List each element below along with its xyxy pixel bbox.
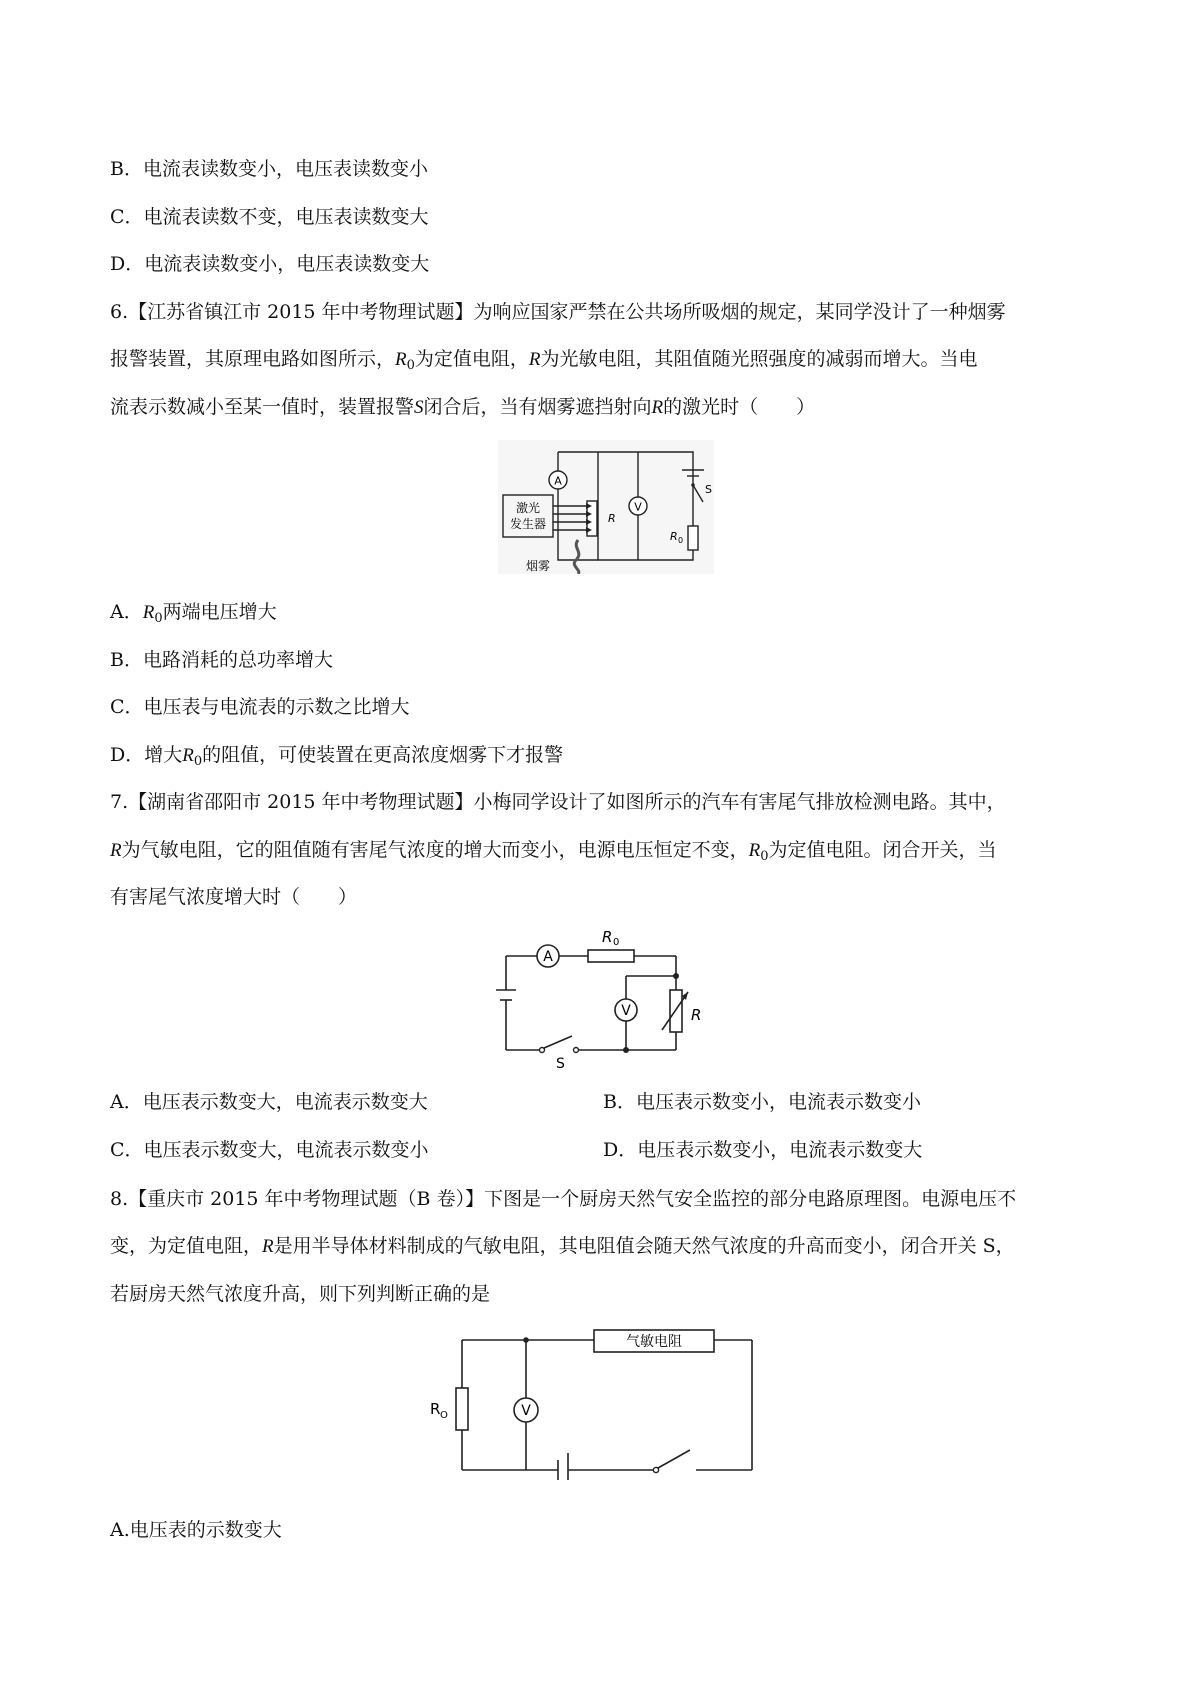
q8-stem-line2: 变，为定值电阻，R是用半导体材料制成的气敏电阻，其电阻值会随天然气浓度的升高而变小，闭合开关 S， [110,1235,1015,1257]
svg-text:R: R [430,1400,441,1418]
svg-text:V: V [521,1403,531,1419]
q7-option-d: D．电压表示数变小，电流表示数变大 [603,1139,923,1161]
svg-text:烟雾: 烟雾 [525,559,551,573]
q6-circuit-figure [498,440,714,574]
q5-option-b: B．电流表读数变小，电压表读数变小 [110,158,428,180]
q7-option-c: C．电压表示数变大，电流表示数变小 [110,1139,429,1161]
q5-option-c: C．电流表读数不变，电压表读数变大 [110,206,429,228]
q8-stem-line3: 若厨房天然气浓度升高，则下列判断正确的是 [110,1283,491,1305]
q8-option-a: A.电压表的示数变大 [110,1519,282,1541]
svg-text:0: 0 [613,937,620,948]
q7-stem-line2: R为气敏电阻，它的阻值随有害尾气浓度的增大而变小，电源电压恒定不变，$R_0$为定值电阻。闭合开关，当 [110,839,997,864]
q6-option-b: B．电路消耗的总功率增大 [110,649,333,671]
svg-text:发生器: 发生器 [509,517,547,531]
q6-stem-line1: 6.【江苏省镇江市 2015 年中考物理试题】为响应国家严禁在公共场所吸烟的规定，某同学没计了一种烟雾 [110,301,1006,323]
q6-option-d: D．增大$R_0$的阻值，可使装置在更高浓度烟雾下才报警 [110,744,564,769]
svg-text:S: S [556,1056,565,1070]
q6-option-c: C．电压表与电流表的示数之比增大 [110,696,410,718]
q6-stem-line2: 报警装置，其原理电路如图所示，$R_0$为定值电阻，R为光敏电阻，其阻值随光照强度的减弱而增大。当电 [110,348,978,373]
svg-text:A: A [554,474,562,488]
svg-text:气敏电阻: 气敏电阻 [626,1334,682,1350]
svg-text:V: V [634,500,642,514]
svg-text:R: R [691,1006,702,1024]
q7-stem-line1: 7.【湖南省邵阳市 2015 年中考物理试题】小梅同学设计了如图所示的汽车有害尾气排放检测电路。其中， [110,791,1006,813]
q7-stem-line3: 有害尾气浓度增大时（ ） [110,886,358,908]
q5-option-d: D．电流表读数变小，电压表读数变大 [110,253,430,275]
q6-stem-line3: 流表示数减小至某一值时，装置报警S闭合后，当有烟雾遮挡射向R的激光时（ ） [110,396,816,418]
svg-text:0: 0 [678,536,684,545]
svg-text:R: R [670,530,678,543]
q7-option-b: B．电压表示数变小，电流表示数变小 [603,1091,921,1113]
q8-circuit-figure [428,1320,763,1480]
svg-text:V: V [621,1003,631,1019]
q6-option-a: A．$R_0$两端电压增大 [110,601,277,626]
q7-circuit-figure [488,920,718,1070]
svg-text:S: S [705,483,712,496]
svg-text:R: R [608,512,616,525]
q8-stem-line1: 8.【重庆市 2015 年中考物理试题（B 卷）】下图是一个厨房天然气安全监控的部分电路原理图。电源电压不 [110,1188,1017,1210]
svg-text:O: O [440,1410,448,1421]
svg-text:激光: 激光 [515,501,541,515]
q7-option-a: A．电压表示数变大，电流表示数变大 [110,1091,428,1113]
svg-text:R: R [602,928,613,946]
svg-text:A: A [543,949,553,965]
